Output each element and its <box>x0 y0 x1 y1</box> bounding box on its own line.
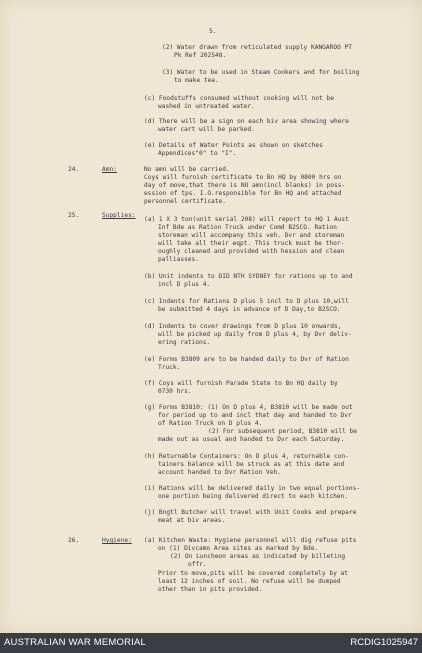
text-line: No amn will be carried. <box>144 166 230 173</box>
text-line: be submitted 4 days in advance of D Day,to B2SCO. <box>158 306 341 313</box>
text-line: (c) Foodstuffs consumed without cooking will not be <box>144 95 334 102</box>
text-line: oughly cleaned and provided with hession and clean <box>158 248 345 255</box>
text-line: incl D plus 4. <box>158 281 211 288</box>
text-line: (a) Kitchen Waste: Hygiene personnel will dig refuse pits <box>144 537 357 544</box>
text-line: (d) Indents to cover drawings from D plus 10 onwards, <box>144 323 342 330</box>
text-line: will take all their eqpt. This truck must be thor- <box>158 240 345 247</box>
text-line: personnel certificate. <box>144 198 226 205</box>
archive-footer <box>0 633 422 653</box>
text-line: (2) Water drawn from reticulated supply KANGAROO PT <box>162 44 352 51</box>
text-line: on (1) Divcamo Area sites as marked by Bde. <box>158 545 319 552</box>
text-line: (i) Rations will be delivered daily in two equal portions- <box>144 485 361 492</box>
text-line: account handed to Dvr Ration Veh. <box>158 469 281 476</box>
text-line: other than in pits provided. <box>158 586 263 593</box>
text-line: Truck. <box>158 364 181 371</box>
page-number: 5. <box>209 28 217 35</box>
text-line: tainers balance will be struck as at this date and <box>158 461 345 468</box>
text-line: Pk Ref 202548. <box>174 52 227 59</box>
text-line: made out as usual and handed to Dvr each Saturday. <box>158 436 345 443</box>
text-line: Inf Bde as Ration Truck under Comd B2SCO. Ration <box>158 224 337 231</box>
text-line: one portion being delivered direct to each kitchen. <box>158 493 348 500</box>
text-line: day of move,that there is NO amn(incl blanks) in poss- <box>144 182 346 189</box>
text-line: palliasses. <box>158 256 199 263</box>
text-line: storeman will accompany this veh. Dvr and storeman <box>158 232 345 239</box>
text-line: (e) Forms B3809 are to be handed daily to Dvr of Ration <box>144 356 349 363</box>
text-line: (2) For subsequent period, B3810 will be <box>208 428 358 435</box>
text-line: water cart will be parked. <box>158 126 255 133</box>
text-line: (h) Returnable Containers: On D plus 4, returnable con- <box>144 453 349 460</box>
text-line: of Ration Truck on D plus 4. <box>158 420 263 427</box>
footer-record-id: RCDIG1025947 <box>350 637 418 648</box>
text-line: offr. <box>188 561 207 568</box>
text-line: ering rations. <box>158 339 211 346</box>
text-line: ession of tps. I.O.responsible for Bn HQ and attached <box>144 190 342 197</box>
text-line: (c) Indents for Rations D plus 5 incl to D plus 10,will <box>144 298 349 305</box>
text-line: (b) Unit indents to DID NTH SYDNEY for rations up to and <box>144 273 353 280</box>
text-line: least 12 inches of soil. No refuse will be dumped <box>158 578 341 585</box>
text-line: meat at biv areas. <box>158 517 226 524</box>
text-line: Hygiene: <box>102 537 132 544</box>
text-line: will be picked up daily from D plus 4, by Dvr deliv- <box>158 331 352 338</box>
text-line: for period up to and incl that day and handed to Dvr <box>158 412 352 419</box>
text-line: (j) Bngtl Butcher will travel with Unit Cooks and prepare <box>144 509 357 516</box>
text-line: 24. <box>68 166 80 173</box>
text-line: (d) There will be a sign on each biv area showing where <box>144 118 349 125</box>
text-line: (2) On Luncheon areas as indicated by billeting <box>170 553 346 560</box>
text-line: to make tea. <box>174 77 219 84</box>
text-line: (g) Forms B3810: (1) On D plus 4, B3810 will be made out <box>144 404 353 411</box>
text-line: (f) Coys will furnish Parade State to Bn HQ daily by <box>144 380 338 387</box>
text-line: Appendices"0" to "I". <box>158 150 237 157</box>
text-line: (a) 1 X 3 ton(unit serial 208) will report to HQ 1 Aust <box>144 216 349 223</box>
text-line: Coys will furnish certificate to Bn HQ by 0800 hrs on <box>144 174 342 181</box>
text-line: Prior to move,pits will be covered completely by at <box>158 570 348 577</box>
text-line: 25. <box>68 212 80 219</box>
text-line: (e) Details of Water Points as shown on sketches <box>144 142 323 149</box>
text-line: 0730 hrs. <box>158 388 192 395</box>
text-line: Supplies: <box>102 212 136 219</box>
text-line: washed in untreated water. <box>158 103 255 110</box>
text-line: 26. <box>68 537 80 544</box>
text-line: (3) Water to be used in Steam Cookers and for boiling <box>162 69 360 76</box>
text-line: Amn: <box>102 166 117 173</box>
footer-institution: AUSTRALIAN WAR MEMORIAL <box>4 637 147 648</box>
